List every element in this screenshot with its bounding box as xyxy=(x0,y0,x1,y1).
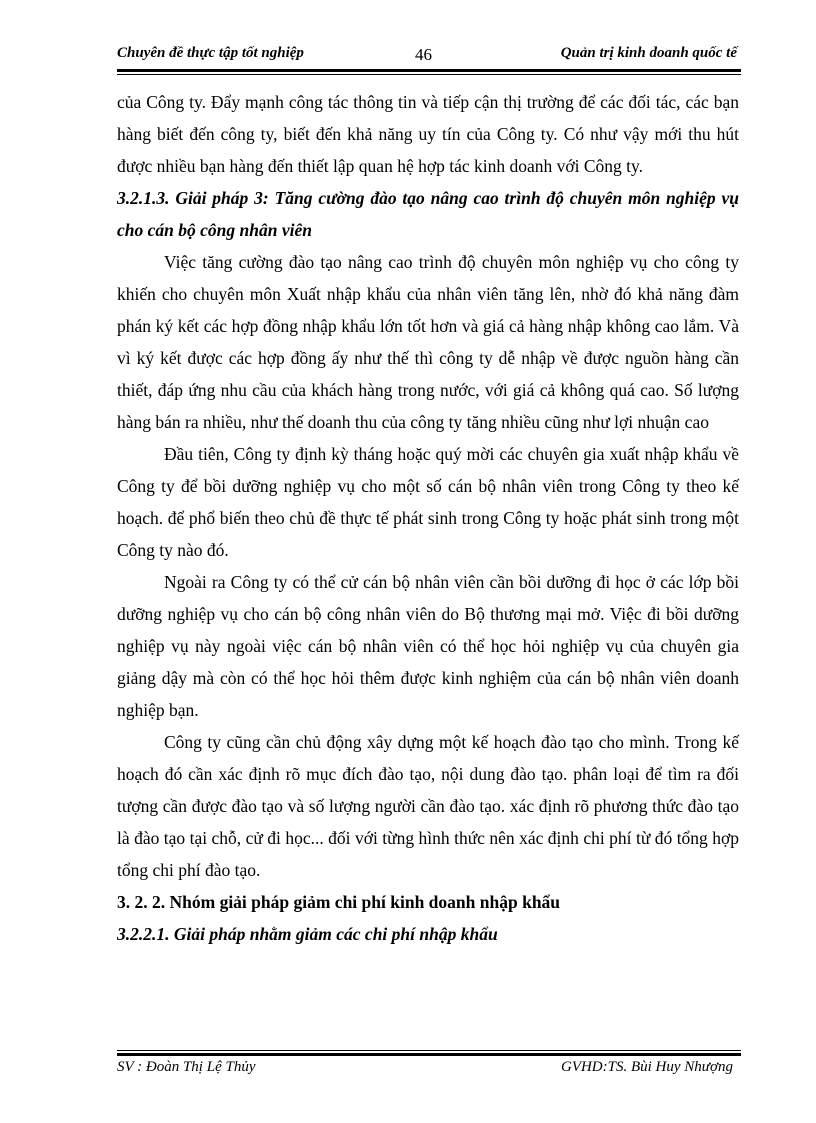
footer-supervisor: GVHD:TS. Bùi Huy Nhượng xyxy=(560,1059,733,1075)
footer-rule-thick xyxy=(117,1053,741,1056)
section-heading-3-2-2: 3. 2. 2. Nhóm giải pháp giảm chi phí kinh doanh nhập khẩu xyxy=(117,892,561,912)
section-heading-3-2-2-1: 3.2.2.1. Giải pháp nhằm giảm các chi phí nhập khẩu xyxy=(117,924,498,944)
page-number: 46 xyxy=(415,45,432,64)
page-header xyxy=(117,40,739,68)
paragraph-continuation: của Công ty. Đẩy mạnh công tác thông tin và tiếp cận thị trường để các đối tác, các bạn hàng biết đến công ty, biết đến khả năng uy tín của Công ty. Có như vậy mới thu hút được nhiều bạn hàng đến thiết lập quan hệ hợp tác kinh doanh với Công ty. xyxy=(117,92,739,176)
footer-rule-thin xyxy=(117,1050,741,1051)
header-rule-thick xyxy=(117,69,741,72)
paragraph-training-benefits: Việc tăng cường đào tạo nâng cao trình độ chuyên môn nghiệp vụ cho công ty khiến cho chuyên môn Xuất nhập khẩu của nhân viên tăng lên, nhờ đó khả năng đàm phán ký kết các hợp đồng nhập khẩu lớn tốt hơn và giá cả hàng nhập không cao lắm. Và vì ký kết được các hợp đồng ấy như thế thì công ty dễ nhập về được nguồn hàng cần thiết, đáp ứng nhu cầu của khách hàng trong nước, với giá cả không quá cao. Số lượng hàng bán ra nhiều, như thế doanh thu của công ty tăng nhiều cũng như lợi nhuận cao xyxy=(117,252,739,432)
paragraph-expert-invitation: Đầu tiên, Công ty định kỳ tháng hoặc quý mời các chuyên gia xuất nhập khẩu về Công ty để bồi dưỡng nghiệp vụ cho một số cán bộ nhân viên trong Công ty theo kế hoạch. để phổ biến theo chủ đề thực tế phát sinh trong Công ty hoặc phát sinh trong một Công ty nào đó. xyxy=(117,444,739,560)
paragraph-training-plan: Công ty cũng cần chủ động xây dựng một kế hoạch đào tạo cho mình. Trong kế hoạch đó cần xác định rõ mục đích đào tạo, nội dung đào tạo. phân loại để tìm ra đối tượng cần được đào tạo và số lượng người cần đào tạo. xác định rõ phương thức đào tạo là đào tạo tại chỗ, cử đi học... đối với từng hình thức nên xác định chi phí từ đó tổng hợp tổng chi phí đào tạo. xyxy=(117,732,739,880)
page-footer xyxy=(117,1057,739,1081)
section-heading-3-2-1-3: 3.2.1.3. Giải pháp 3: Tăng cường đào tạo nâng cao trình độ chuyên môn nghiệp vụ cho cán bộ công nhân viên xyxy=(117,188,739,240)
header-major: Quản trị kinh doanh quốc tế xyxy=(560,45,737,61)
header-document-title: Chuyên đề thực tập tốt nghiệp xyxy=(117,45,304,61)
paragraph-external-courses: Ngoài ra Công ty có thể cử cán bộ nhân viên cần bồi dưỡng đi học ở các lớp bồi dưỡng nghiệp vụ cho cán bộ công nhân viên do Bộ thương mại mở. Việc đi bồi dưỡng nghiệp vụ này ngoài việc cán bộ nhân viên có thể học hỏi nghiệp vụ của chuyên gia giảng dậy mà còn có thể học hỏi thêm được kinh nghiệm của cán bộ nhân viên doanh nghiệp bạn. xyxy=(117,572,739,720)
header-rule-thin xyxy=(117,74,741,75)
footer-student: SV : Đoàn Thị Lệ Thủy xyxy=(117,1059,256,1075)
page-body xyxy=(117,86,739,950)
